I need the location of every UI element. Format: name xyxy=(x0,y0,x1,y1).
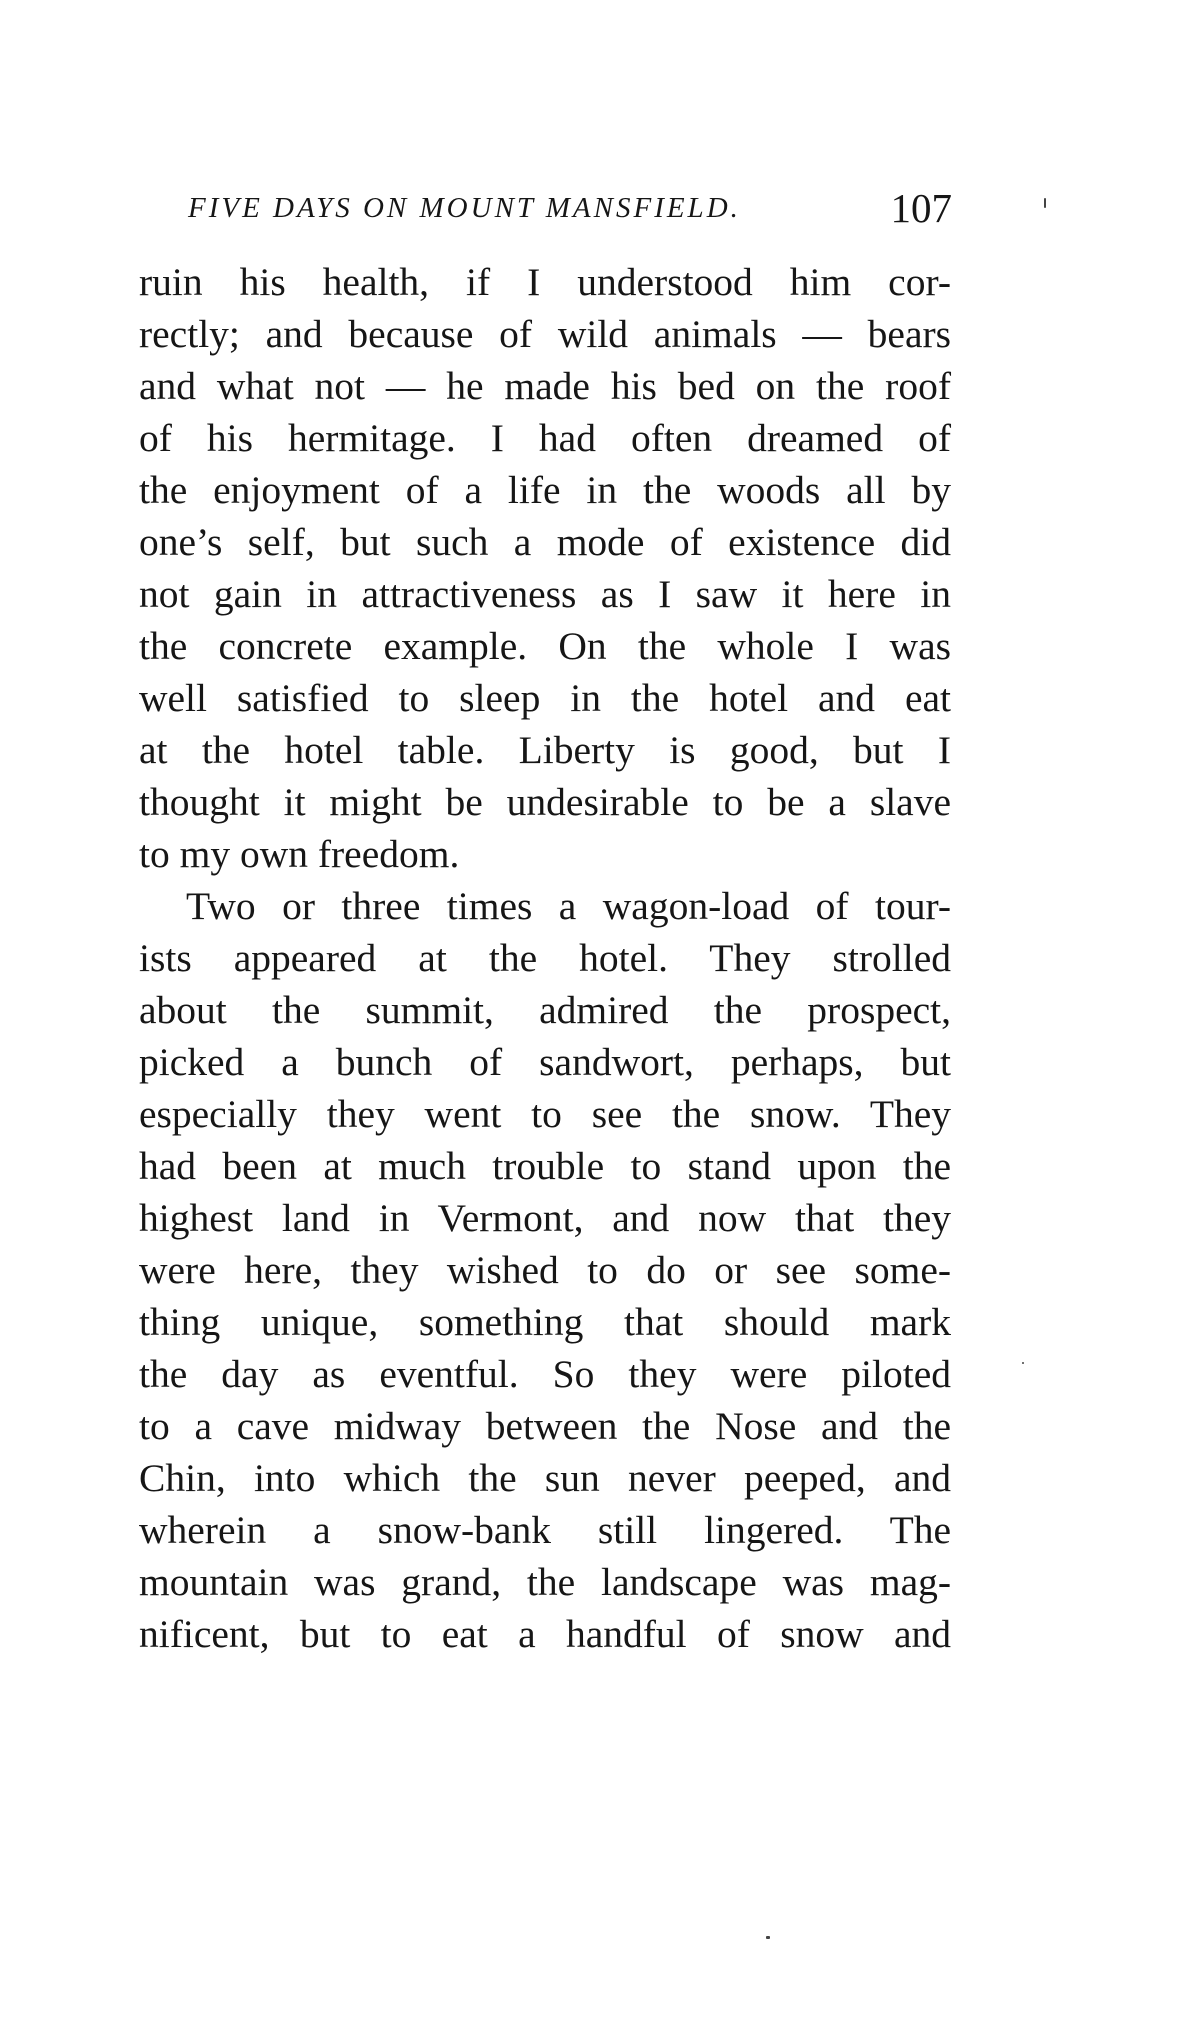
text-line: had been at much trouble to stand upon the xyxy=(139,1144,951,1188)
paper-speck xyxy=(1044,198,1046,208)
text-line: rectly; and because of wild animals — bears xyxy=(139,312,951,356)
running-title: FIVE DAYS ON MOUNT MANSFIELD. xyxy=(188,192,741,224)
paper-speck xyxy=(766,1936,770,1939)
paragraph xyxy=(139,256,951,880)
text-line: Two or three times a wagon-load of tour- xyxy=(186,884,951,928)
paragraph xyxy=(139,880,951,1660)
text-line: wherein a snow-bank still lingered. The xyxy=(139,1508,951,1552)
text-line: especially they went to see the snow. They xyxy=(139,1092,951,1136)
text-line: thought it might be undesirable to be a slave xyxy=(139,780,951,824)
text-line: to a cave midway between the Nose and the xyxy=(139,1404,951,1448)
text-line: picked a bunch of sandwort, perhaps, but xyxy=(139,1040,951,1084)
text-line: the day as eventful. So they were piloted xyxy=(139,1352,951,1396)
running-head xyxy=(140,185,952,238)
text-line: to my own freedom. xyxy=(139,832,460,876)
text-line: were here, they wished to do or see some- xyxy=(139,1248,951,1292)
text-line: not gain in attractiveness as I saw it here in xyxy=(139,572,951,616)
text-line: highest land in Vermont, and now that they xyxy=(139,1196,951,1240)
text-line: thing unique, something that should mark xyxy=(139,1300,951,1344)
text-line: at the hotel table. Liberty is good, but I xyxy=(139,728,951,772)
body-text xyxy=(139,256,951,1660)
text-line: about the summit, admired the prospect, xyxy=(139,988,951,1032)
text-line: the concrete example. On the whole I was xyxy=(139,624,951,668)
page-number: 107 xyxy=(890,185,952,231)
paper-speck xyxy=(1022,1362,1024,1364)
text-line: nificent, but to eat a handful of snow and xyxy=(139,1612,951,1656)
text-line: well satisfied to sleep in the hotel and eat xyxy=(139,676,951,720)
text-line: the enjoyment of a life in the woods all by xyxy=(139,468,951,512)
text-line: mountain was grand, the landscape was mag- xyxy=(139,1560,951,1604)
text-line: one’s self, but such a mode of existence did xyxy=(139,520,951,564)
text-line: ruin his health, if I understood him cor- xyxy=(139,260,951,304)
text-line: of his hermitage. I had often dreamed of xyxy=(139,416,951,460)
text-line: ists appeared at the hotel. They strolled xyxy=(139,936,951,980)
text-line: Chin, into which the sun never peeped, and xyxy=(139,1456,951,1500)
text-line: and what not — he made his bed on the roof xyxy=(139,364,951,408)
